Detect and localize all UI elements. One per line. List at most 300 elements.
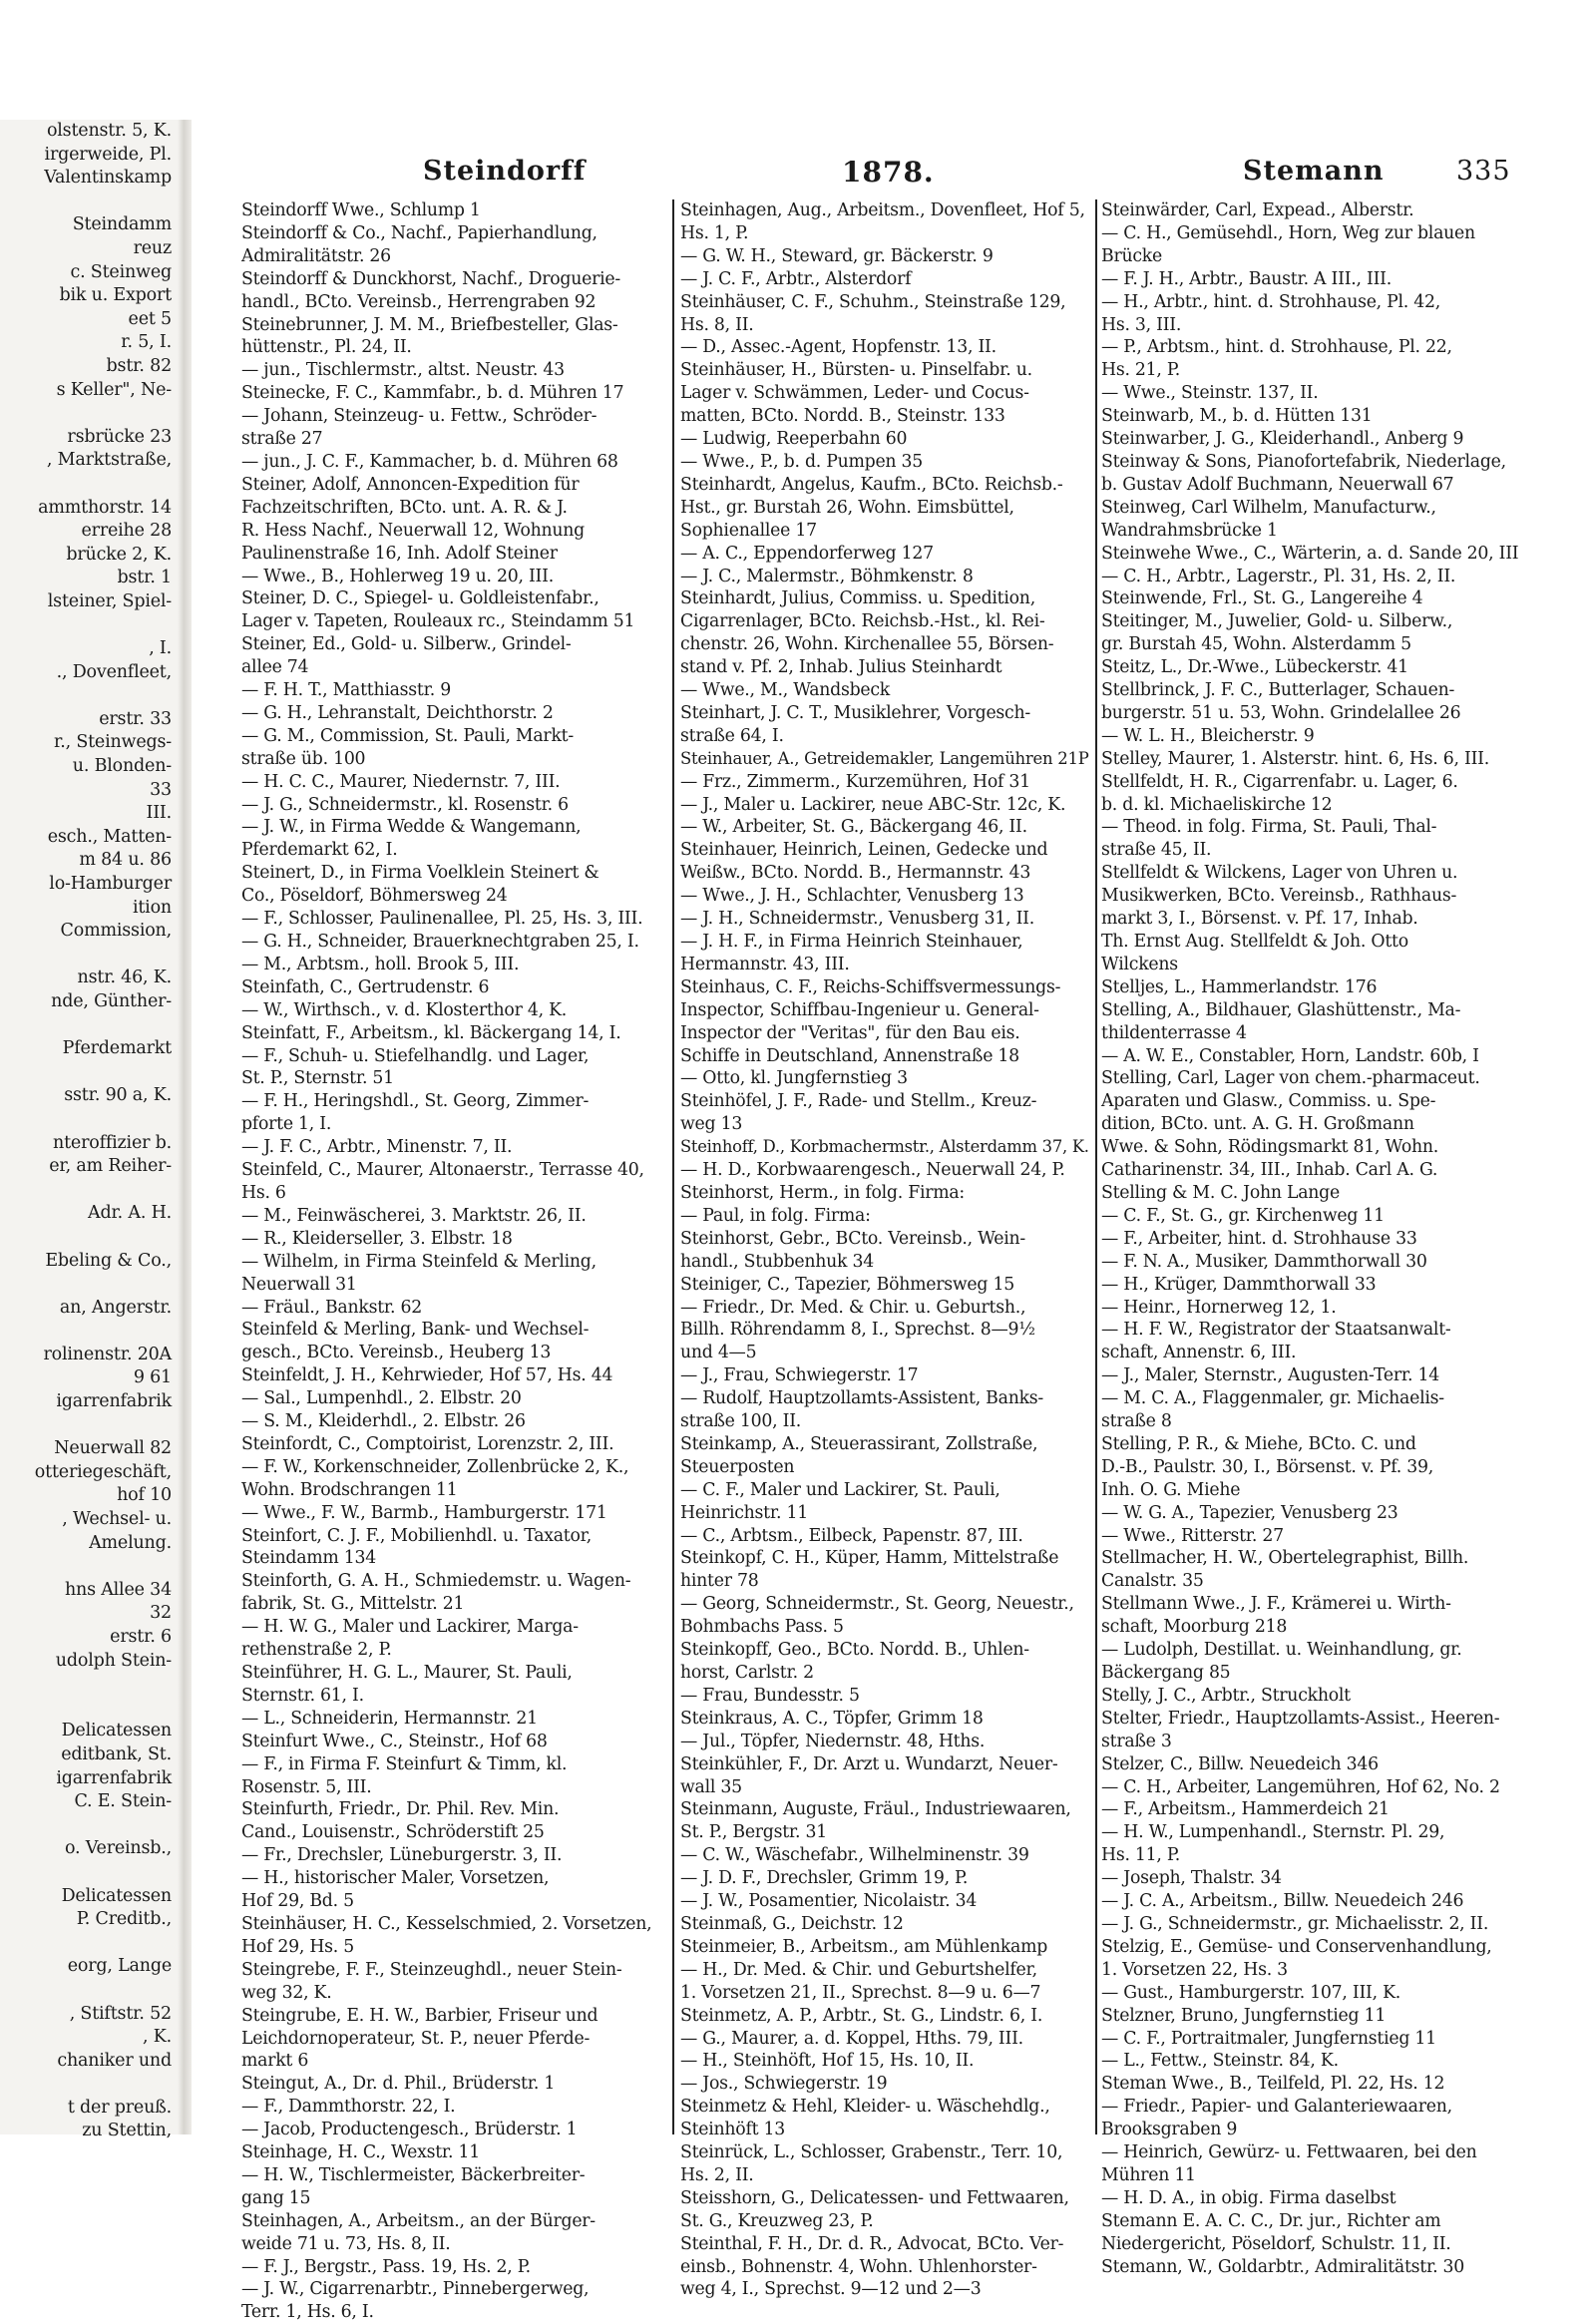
directory-entry-line: St. G., Kreuzweg 23, P. <box>680 2210 874 2231</box>
directory-entry-line: Steingrube, E. H. W., Barbier, Friseur und <box>241 2005 598 2026</box>
prev-page-line <box>0 944 178 968</box>
running-header <box>196 118 1572 195</box>
directory-entry-line: — F., Schuh- u. Stiefelhandlg. und Lager, <box>241 1045 590 1066</box>
directory-entry-line: — Heinr., Hornerweg 12, 1. <box>1101 1297 1337 1318</box>
directory-entry-line: Hs. 2, II. <box>680 2164 754 2185</box>
directory-entry-line: D.-B., Paulstr. 30, I., Börsenst. v. Pf. 39, <box>1101 1456 1433 1477</box>
prev-page-line: ., Dovenfleet, <box>56 661 172 682</box>
directory-entry-line: — H. F. W., Registrator der Staatsanwalt- <box>1101 1320 1451 1341</box>
prev-page-line <box>0 402 178 426</box>
column-1 <box>241 199 670 2323</box>
directory-entry-line: Co., Pöseldorf, Böhmersweg 24 <box>241 886 508 907</box>
directory-entry-line: — M., Arbtsm., holl. Brook 5, III. <box>241 954 520 974</box>
prev-page-line: C. E. Stein- <box>74 1791 172 1812</box>
directory-entry-line: Heinrichstr. 11 <box>680 1502 808 1523</box>
directory-entry-line: — F., Arbeitsm., Hammerdeich 21 <box>1101 1799 1390 1820</box>
directory-entry-line: — F. J. H., Arbtr., Baustr. A III., III. <box>1101 268 1392 289</box>
directory-entry-line: straße 8 <box>1101 1411 1172 1432</box>
directory-entry-line: b. d. kl. Michaeliskirche 12 <box>1101 794 1333 815</box>
directory-entry-line: — J. F. C., Arbtr., Minenstr. 7, II. <box>241 1137 513 1158</box>
directory-entry-line: Hof 29, Hs. 5 <box>241 1936 355 1957</box>
directory-entry-line: Catharinenstr. 34, III., Inhab. Carl A. G. <box>1101 1160 1438 1181</box>
prev-page-line <box>0 1414 178 1438</box>
directory-entry-line: Stelly, J. C., Arbtr., Struckholt <box>1101 1685 1351 1706</box>
directory-entry-line: — Frau, Bundesstr. 5 <box>680 1685 860 1706</box>
directory-entry-line: — Wwe., B., Hohlerweg 19 u. 20, III. <box>241 566 554 586</box>
directory-entry-line: Steiner, D. C., Spiegel- u. Goldleistenfabr., <box>241 588 599 609</box>
directory-entry-line: Steinhoff, D., Korbmachermstr., Alsterdamm 37, K. <box>680 1137 1089 1157</box>
directory-entry-line: fabrik, St. G., Mittelstr. 21 <box>241 1594 465 1615</box>
directory-entry-line: Steinthal, F. H., Dr. d. R., Advocat, BCto. Ver- <box>680 2233 1064 2254</box>
directory-entry-line: Paulinenstraße 16, Inh. Adolf Steiner <box>241 543 558 564</box>
directory-entry-line: Steinfatt, F., Arbeitsm., kl. Bäckergang 14, I. <box>241 1022 621 1043</box>
directory-entry-line: Steingut, A., Dr. d. Phil., Brüderstr. 1 <box>241 2074 556 2095</box>
prev-page-line: olstenstr. 5, K. <box>46 121 172 141</box>
directory-entry-line: chenstr. 26, Wohn. Kirchenallee 55, Börsen- <box>680 634 1054 655</box>
directory-entry-line: — C. F., Portraitmaler, Jungfernstieg 11 <box>1101 2028 1436 2049</box>
directory-entry-line: — H. D., Korbwaarengesch., Neuerwall 24, P. <box>680 1160 1065 1181</box>
directory-entry-line: Steisshorn, G., Delicatessen- und Fettwaaren, <box>680 2187 1069 2208</box>
directory-entry-line: Stelley, Maurer, 1. Alsterstr. hint. 6, Hs. 6, III. <box>1101 748 1489 769</box>
prev-page-line: bik u. Export <box>59 285 172 306</box>
directory-entry-line: thildenterrasse 4 <box>1101 1022 1247 1043</box>
prev-page-line: , Stiftstr. 52 <box>69 2003 172 2024</box>
directory-entry-line: Stelling & M. C. John Lange <box>1101 1182 1340 1203</box>
prev-page-line: reuz <box>133 237 172 258</box>
prev-page-line: Delicatessen <box>61 1885 172 1906</box>
directory-entry-line: Stelling, A., Bildhauer, Glashüttenstr., Ma- <box>1101 999 1461 1020</box>
directory-entry-line: Steinfeld, C., Maurer, Altonaerstr., Terrasse 40, <box>241 1160 644 1181</box>
directory-entry-line: Steinhagen, Aug., Arbeitsm., Dovenfleet, Hof 5, <box>680 200 1085 220</box>
directory-entry-line: Wwe. & Sohn, Rödingsmarkt 81, Wohn. <box>1101 1137 1439 1158</box>
directory-entry-line: Leichdornoperateur, St. P., neuer Pferde- <box>241 2028 591 2049</box>
directory-entry-line: — F. W., Korkenschneider, Zollenbrücke 2, K., <box>241 1456 629 1477</box>
prev-page-line: irgerweide, Pl. <box>44 144 172 165</box>
directory-entry-line: — G. W. H., Steward, gr. Bäckerstr. 9 <box>680 245 994 266</box>
directory-entry-line: weg 4, I., Sprechst. 9—12 und 2—3 <box>680 2279 982 2300</box>
directory-entry-line: St. P., Bergstr. 31 <box>680 1822 828 1843</box>
directory-entry-line: — F., Schlosser, Paulinenallee, Pl. 25, Hs. 3, III. <box>241 909 643 930</box>
directory-entry-line: Steinwärder, Carl, Expead., Alberstr. <box>1101 200 1414 220</box>
prev-page-line: udolph Stein- <box>55 1650 172 1671</box>
directory-entry-line: stand v. Pf. 2, Inhab. Julius Steinhardt <box>680 657 1002 678</box>
directory-entry-line: — Fr., Drechsler, Lüneburgerstr. 3, II. <box>241 1845 563 1866</box>
directory-entry-line: schaft, Annenstr. 6, III. <box>1101 1343 1297 1363</box>
prev-page-line: brücke 2, K. <box>66 544 172 565</box>
directory-entry-line: Fachzeitschriften, BCto. unt. A. R. & J. <box>241 497 568 518</box>
directory-entry-line: matten, BCto. Nordd. B., Steinstr. 133 <box>680 406 1005 427</box>
directory-entry-line: b. Gustav Adolf Buchmann, Neuerwall 67 <box>1101 474 1454 495</box>
prev-page-line: bstr. 82 <box>106 355 172 376</box>
directory-entry-line: — Theod. in folg. Firma, St. Pauli, Thal- <box>1101 817 1437 838</box>
prev-page-line: o. Vereinsb., <box>64 1838 172 1859</box>
directory-entry-line: Hof 29, Bd. 5 <box>241 1891 354 1912</box>
directory-entry-line: — G. M., Commission, St. Pauli, Markt- <box>241 725 574 746</box>
directory-entry-line: Pferdemarkt 62, I. <box>241 840 398 861</box>
prev-page-line: erstr. 33 <box>99 708 172 729</box>
directory-entry-line: Steinhagen, A., Arbeitsm., an der Bürger- <box>241 2210 596 2231</box>
directory-entry-line: Steinhöfel, J. F., Rade- und Stellm., Kreuz- <box>680 1091 1037 1112</box>
directory-entry-line: Steman Wwe., B., Teilfeld, Pl. 22, Hs. 12 <box>1101 2074 1445 2095</box>
directory-entry-line: 1. Vorsetzen 21, II., Sprechst. 8—9 u. 6—7 <box>680 1982 1041 2003</box>
directory-entry-line: — Georg, Schneidermstr., St. Georg, Neuestr., <box>680 1594 1074 1615</box>
directory-entry-line: Steinkühler, F., Dr. Arzt u. Wundarzt, Neuer- <box>680 1753 1058 1774</box>
directory-entry-line: — J. C. A., Arbeitsm., Billw. Neuedeich 246 <box>1101 1891 1464 1912</box>
directory-entry-line: — W., Wirthsch., v. d. Klosterthor 4, K. <box>241 999 567 1020</box>
directory-entry-line: Steinweg, Carl Wilhelm, Manufacturw., <box>1101 497 1436 518</box>
directory-entry-line: Steindorff & Co., Nachf., Papierhandlung, <box>241 222 598 243</box>
directory-entry-line: — H. D. A., in obig. Firma daselbst <box>1101 2187 1396 2208</box>
prev-page-line <box>0 1697 178 1721</box>
directory-entry-line: Steinhauer, A., Getreidemakler, Langemühren 21P <box>680 748 1089 768</box>
directory-entry-line: Steinforth, G. A. H., Schmiedemstr. u. Wagen- <box>241 1571 631 1592</box>
directory-entry-line: — J. C., Malermstr., Böhmkenstr. 8 <box>680 566 974 586</box>
directory-entry-line: — W. L. H., Bleicherstr. 9 <box>1101 725 1315 746</box>
directory-entry-line: — Ludolph, Destillat. u. Weinhandlung, gr. <box>1101 1640 1462 1661</box>
directory-entry-line: Hs. 11, P. <box>1101 1845 1181 1866</box>
prev-page-line: hns Allee 34 <box>64 1579 172 1600</box>
directory-entry-line: — J., Frau, Schwiegerstr. 17 <box>680 1365 919 1386</box>
directory-entry-line: Steinwehe Wwe., C., Wärterin, a. d. Sande 20, III <box>1101 543 1519 564</box>
directory-entry-line: Steiner, Adolf, Annoncen-Expedition für <box>241 474 580 495</box>
prev-page-line: rsbrücke 23 <box>67 426 172 447</box>
directory-entry-line: — M. C. A., Flaggenmaler, gr. Michaelis- <box>1101 1388 1444 1409</box>
prev-page-line: , Marktstraße, <box>46 450 172 471</box>
prev-page-line <box>0 1555 178 1579</box>
directory-entry-line: — Heinrich, Gewürz- u. Fettwaaren, bei den <box>1101 2142 1477 2163</box>
directory-entry-line: Steinhage, H. C., Wexstr. 11 <box>241 2142 480 2163</box>
directory-entry-line: — J., Maler, Sternstr., Augusten-Terr. 14 <box>1101 1365 1439 1386</box>
directory-entry-line: allee 74 <box>241 657 309 678</box>
directory-entry-line: Steinebrunner, J. M. M., Briefbesteller, Glas- <box>241 314 618 335</box>
directory-entry-line: Steinfeldt, J. H., Kehrwieder, Hof 57, Hs. 44 <box>241 1365 613 1386</box>
prev-page-line: P. Creditb., <box>76 1909 172 1930</box>
prev-page-line: an, Angerstr. <box>59 1297 172 1318</box>
directory-entry-line: Hs. 1, P. <box>680 222 749 243</box>
directory-entry-line: — L., Fettw., Steinstr. 84, K. <box>1101 2051 1339 2072</box>
prev-page-line: r. 5, I. <box>121 332 172 353</box>
directory-entry-line: straße 3 <box>1101 1731 1172 1751</box>
directory-entry-line: — F., in Firma F. Steinfurt & Timm, kl. <box>241 1753 568 1774</box>
prev-page-line <box>0 1179 178 1203</box>
directory-entry-line: Inspector der "Veritas", für den Bau eis. <box>680 1022 1020 1043</box>
directory-entry-line: Steinhäuser, H., Bürsten- u. Pinselfabr. u. <box>680 360 1032 381</box>
directory-entry-line: — C. H., Gemüsehdl., Horn, Weg zur blauen <box>1101 222 1475 243</box>
directory-entry-line: Stelzig, E., Gemüse- und Conservenhandlung, <box>1101 1936 1492 1957</box>
prev-page-line: erstr. 6 <box>110 1627 172 1647</box>
prev-page-line: rolinenstr. 20A <box>43 1344 172 1364</box>
directory-entry-line: — Wwe., M., Wandsbeck <box>680 680 891 701</box>
directory-entry-line: Aparaten und Glasw., Commiss. u. Spe- <box>1101 1091 1436 1112</box>
directory-entry-line: Bohmbachs Pass. 5 <box>680 1617 844 1638</box>
directory-entry-line: — S. M., Kleiderhdl., 2. Elbstr. 26 <box>241 1411 526 1432</box>
prev-page-line <box>0 1979 178 2003</box>
prev-page-line: Adr. A. H. <box>88 1203 172 1224</box>
directory-entry-line: Steinfort, C. J. F., Mobilienhdl. u. Taxator, <box>241 1525 593 1546</box>
directory-entry-line: — F. N. A., Musiker, Dammthorwall 30 <box>1101 1251 1427 1272</box>
directory-entry-line: — J., Maler u. Lackirer, neue ABC-Str. 12c, K. <box>680 794 1066 815</box>
prev-page-line: t der preuß. <box>67 2097 172 2118</box>
directory-entry-line: Steinhardt, Julius, Commiss. u. Spedition, <box>680 588 1035 609</box>
prev-page-line: nstr. 46, K. <box>77 968 172 988</box>
prev-page-line: er, am Reiher- <box>49 1156 172 1177</box>
prev-page-line: s Keller", Ne- <box>56 379 172 400</box>
directory-entry-line: — F. H., Heringshdl., St. Georg, Zimmer- <box>241 1091 590 1112</box>
directory-entry-line: Steindorff & Dunckhorst, Nachf., Droguerie- <box>241 268 620 289</box>
directory-entry-line: pforte 1, I. <box>241 1114 332 1135</box>
prev-page-line: otteriegeschäft, <box>34 1461 172 1482</box>
directory-entry-line: — Friedr., Dr. Med. & Chir. u. Geburtsh., <box>680 1297 1026 1318</box>
directory-entry-line: Steinkopff, Geo., BCto. Nordd. B., Uhlen- <box>680 1640 1029 1661</box>
directory-entry-line: Brooksgraben 9 <box>1101 2120 1238 2140</box>
directory-entry-line: — jun., Tischlermstr., altst. Neustr. 43 <box>241 360 565 381</box>
directory-entry-line: Hst., gr. Burstah 26, Wohn. Eimsbüttel, <box>680 497 1014 518</box>
prev-page-line: igarrenfabrik <box>56 1391 172 1412</box>
directory-entry-line: — Wwe., Ritterstr. 27 <box>1101 1525 1284 1546</box>
directory-entry-line: Wilckens <box>1101 954 1178 974</box>
directory-entry-line: — H., Krüger, Dammthorwall 33 <box>1101 1274 1377 1295</box>
directory-entry-line: — Wwe., Steinstr. 137, II. <box>1101 383 1319 404</box>
directory-entry-line: Admiralitätstr. 26 <box>241 245 391 266</box>
directory-entry-line: Steinhart, J. C. T., Musiklehrer, Vorgesch- <box>680 702 1030 723</box>
directory-entry-line: Steinmaß, G., Deichstr. 12 <box>680 1913 904 1934</box>
directory-entry-line: straße 45, II. <box>1101 840 1212 861</box>
directory-entry-line: Steindorff Wwe., Schlump 1 <box>241 200 481 220</box>
prev-page-line: editbank, St. <box>61 1743 172 1764</box>
directory-entry-line: rethenstraße 2, P. <box>241 1640 392 1661</box>
prev-page-line <box>0 613 178 637</box>
directory-entry-line: — C. W., Wäschefabr., Wilhelminenstr. 39 <box>680 1845 1029 1866</box>
directory-entry-line: — Fräul., Bankstr. 62 <box>241 1297 422 1318</box>
directory-entry-line: Hermannstr. 43, III. <box>680 954 850 974</box>
directory-entry-line: — F., Dammthorstr. 22, I. <box>241 2097 456 2118</box>
directory-entry-line: gang 15 <box>241 2187 311 2208</box>
directory-entry-line: — G., Maurer, a. d. Koppel, Hths. 79, III. <box>680 2028 1023 2049</box>
prev-page-line: c. Steinweg <box>70 261 172 282</box>
directory-entry-line: Steinfurt Wwe., C., Steinstr., Hof 68 <box>241 1731 548 1751</box>
prev-page-line: 9 61 <box>133 1367 172 1388</box>
directory-entry-line: Inh. O. G. Miehe <box>1101 1479 1241 1500</box>
directory-entry-line: Stelzner, Bruno, Jungfernstieg 11 <box>1101 2005 1387 2026</box>
directory-entry-line: — J. W., Posamentier, Nicolaistr. 34 <box>680 1891 978 1912</box>
prev-page-line <box>0 1814 178 1838</box>
prev-page-line: u. Blonden- <box>72 756 172 777</box>
directory-entry-line: Th. Ernst Aug. Stellfeldt & Joh. Otto <box>1101 932 1408 952</box>
directory-entry-line: R. Hess Nachf., Neuerwall 12, Wohnung <box>241 520 585 541</box>
directory-entry-line: Hs. 3, III. <box>1101 314 1182 335</box>
prev-page-line <box>0 1108 178 1132</box>
prev-page-line: Pferdemarkt <box>62 1038 172 1059</box>
directory-entry-line: — C. H., Arbtr., Lagerstr., Pl. 31, Hs. 2, II. <box>1101 566 1456 586</box>
directory-entry-line: Steinhorst, Herm., in folg. Firma: <box>680 1182 966 1203</box>
directory-entry-line: Wandrahmsbrücke 1 <box>1101 520 1278 541</box>
prev-page-line <box>0 1320 178 1344</box>
directory-entry-line: handl., BCto. Vereinsb., Herrengraben 92 <box>241 291 597 312</box>
prev-page-line: Neuerwall 82 <box>54 1438 172 1459</box>
prev-page-line: Delicatessen <box>61 1721 172 1742</box>
directory-entry-line: — Paul, in folg. Firma: <box>680 1205 871 1226</box>
directory-entry-line: burgerstr. 51 u. 53, Wohn. Grindelallee 26 <box>1101 702 1461 723</box>
directory-entry-line: Steiner, Ed., Gold- u. Silberw., Grindel- <box>241 634 572 655</box>
prev-page-line: bstr. 1 <box>117 568 172 588</box>
directory-entry-line: hüttenstr., Pl. 24, II. <box>241 337 412 358</box>
header-right-catchword: Stemann <box>1243 156 1385 187</box>
directory-entry-line: — J. W., in Firma Wedde & Wangemann, <box>241 817 582 838</box>
directory-entry-line: Hs. 6 <box>241 1182 286 1203</box>
directory-entry-line: Steinhardt, Angelus, Kaufm., BCto. Reichsb.- <box>680 474 1063 495</box>
directory-entry-line: straße 27 <box>241 429 323 450</box>
prev-page-line: , K. <box>143 2027 172 2048</box>
directory-entry-line: schaft, Moorburg 218 <box>1101 1617 1288 1638</box>
directory-entry-line: straße üb. 100 <box>241 748 366 769</box>
directory-entry-line: Steiniger, C., Tapezier, Böhmersweg 15 <box>680 1274 1014 1295</box>
directory-entry-line: Steinmetz & Hehl, Kleider- u. Wäschehdlg., <box>680 2097 1050 2118</box>
directory-entry-line: Steuerposten <box>680 1456 795 1477</box>
prev-page-line: III. <box>146 803 172 824</box>
prev-page-line <box>0 684 178 708</box>
prev-page-line: sstr. 90 a, K. <box>64 1085 172 1106</box>
directory-entry-line: — J. C. F., Arbtr., Alsterdorf <box>680 268 912 289</box>
directory-entry-line: wall 35 <box>680 1776 742 1797</box>
directory-entry-line: Stellmann Wwe., J. F., Krämerei u. Wirth- <box>1101 1594 1451 1615</box>
prev-page-line: Steindamm <box>72 214 172 235</box>
directory-entry-line: Steitz, L., Dr.-Wwe., Lübeckerstr. 41 <box>1101 657 1408 678</box>
directory-entry-line: Steinhäuser, C. F., Schuhm., Steinstraße 129, <box>680 291 1066 312</box>
directory-entry-line: Cand., Louisenstr., Schröderstift 25 <box>241 1822 545 1843</box>
prev-page-line: igarrenfabrik <box>56 1767 172 1788</box>
directory-entry-line: Terr. 1, Hs. 6, I. <box>241 2302 374 2323</box>
directory-entry-line: — G. H., Lehranstalt, Deichthorstr. 2 <box>241 702 554 723</box>
directory-entry-line: Hs. 21, P. <box>1101 360 1181 381</box>
prev-page-line: r., Steinwegs- <box>53 732 172 753</box>
directory-entry-line: Stelling, P. R., & Miehe, BCto. C. und <box>1101 1433 1416 1454</box>
directory-entry-line: Musikwerken, BCto. Vereinsb., Rathhaus- <box>1101 886 1457 907</box>
directory-entry-line: — Jul., Töpfer, Niedernstr. 48, Hths. <box>680 1731 986 1751</box>
directory-entry-line: — Gust., Hamburgerstr. 107, III, K. <box>1101 1982 1401 2003</box>
directory-entry-line: — J. G., Schneidermstr., gr. Michaelisstr. 2, II. <box>1101 1913 1489 1934</box>
directory-entry-line: Steinmetz, A. P., Arbtr., St. G., Lindstr. 6, I. <box>680 2005 1043 2026</box>
directory-entry-line: Steinert, D., in Firma Voelklein Steinert & <box>241 863 599 884</box>
prev-page-line: Amelung. <box>89 1532 172 1553</box>
directory-entry-line: weg 32, K. <box>241 1982 332 2003</box>
directory-entry-line: St. P., Sternstr. 51 <box>241 1068 394 1089</box>
column-3 <box>1101 199 1540 2277</box>
directory-entry-line: — F., Arbeiter, hint. d. Strohhause 33 <box>1101 1228 1417 1249</box>
directory-entry-line: dition, BCto. unt. A. G. H. Großmann <box>1101 1114 1414 1135</box>
directory-entry-line: — J. H. F., in Firma Heinrich Steinhauer, <box>680 932 1023 952</box>
directory-entry-line: Steinmeier, B., Arbeitsm., am Mühlenkamp <box>680 1936 1048 1957</box>
directory-entry-line: — H. W. G., Maler und Lackirer, Marga- <box>241 1617 579 1638</box>
directory-entry-line: — C. H., Arbeiter, Langemühren, Hof 62, No. 2 <box>1101 1776 1500 1797</box>
directory-page <box>196 118 1572 2323</box>
directory-entry-line: Steinmann, Auguste, Fräul., Industriewaaren, <box>680 1799 1071 1820</box>
directory-entry-line: — A. C., Eppendorferweg 127 <box>680 543 934 564</box>
directory-entry-line: Sternstr. 61, I. <box>241 1685 364 1706</box>
directory-entry-line: — L., Schneiderin, Hermannstr. 21 <box>241 1708 538 1729</box>
directory-entry-line: gesch., BCto. Vereinsb., Heuberg 13 <box>241 1343 552 1363</box>
directory-entry-line: — Wilhelm, in Firma Steinfeld & Merling, <box>241 1251 597 1272</box>
directory-entry-line: Rosenstr. 5, III. <box>241 1776 372 1797</box>
prev-page-line <box>0 1273 178 1297</box>
directory-entry-line: Steinwarb, M., b. d. Hütten 131 <box>1101 406 1373 427</box>
column-rule-1 <box>672 199 674 2134</box>
directory-entry-line: — Ludwig, Reeperbahn 60 <box>680 429 908 450</box>
directory-entry-line: markt 6 <box>241 2051 309 2072</box>
directory-entry-line: — Wwe., F. W., Barmb., Hamburgerstr. 171 <box>241 1502 607 1523</box>
prev-page-line: chaniker und <box>57 2050 172 2071</box>
directory-entry-line: straße 100, II. <box>680 1411 802 1432</box>
directory-entry-line: Bäckergang 85 <box>1101 1663 1231 1683</box>
directory-entry-line: Steinhauer, Heinrich, Leinen, Gedecke und <box>680 840 1048 861</box>
directory-entry-line: — Rudolf, Hauptzollamts-Assistent, Banks- <box>680 1388 1043 1409</box>
directory-entry-line: Mühren 11 <box>1101 2164 1196 2185</box>
directory-entry-line: Stelzer, C., Billw. Neuedeich 346 <box>1101 1753 1379 1774</box>
directory-entry-line: — Johann, Steinzeug- u. Fettw., Schröder- <box>241 406 598 427</box>
directory-entry-line: Stelling, Carl, Lager von chem.-pharmaceut. <box>1101 1068 1480 1089</box>
directory-entry-line: — Sal., Lumpenhdl., 2. Elbstr. 20 <box>241 1388 522 1409</box>
directory-entry-line: Brücke <box>1101 245 1162 266</box>
directory-entry-line: — J. H., Schneidermstr., Venusberg 31, II. <box>680 909 1034 930</box>
prev-page-line: hof 10 <box>117 1485 172 1506</box>
prev-page-line <box>0 1226 178 1250</box>
directory-entry-line: — Wwe., J. H., Schlachter, Venusberg 13 <box>680 886 1024 907</box>
directory-entry-line: — J. W., Cigarrenarbtr., Pinnebergerweg, <box>241 2279 590 2300</box>
prev-page-line <box>0 2073 178 2097</box>
directory-entry-line: horst, Carlstr. 2 <box>680 1663 814 1683</box>
directory-entry-line: Steinfath, C., Gertrudenstr. 6 <box>241 976 490 997</box>
directory-entry-line: — J. D. F., Drechsler, Grimm 19, P. <box>680 1868 969 1889</box>
directory-entry-line: — H. W., Lumpenhandl., Sternstr. Pl. 29, <box>1101 1822 1445 1843</box>
directory-entry-line: — C., Arbtsm., Eilbeck, Papenstr. 87, III. <box>680 1525 1023 1546</box>
directory-entry-line: Hs. 8, II. <box>680 314 754 335</box>
directory-entry-line: — F. J., Bergstr., Pass. 19, Hs. 2, P. <box>241 2256 531 2277</box>
directory-entry-line: Lager v. Tapeten, Rouleaux rc., Steindamm 51 <box>241 611 635 632</box>
directory-entry-line: — P., Arbtsm., hint. d. Strohhause, Pl. 22, <box>1101 337 1452 358</box>
directory-entry-line: Steindamm 134 <box>241 1548 377 1569</box>
directory-entry-line: Steinhorst, Gebr., BCto. Vereinsb., Wein- <box>680 1228 1025 1249</box>
directory-entry-line: weg 13 <box>680 1114 743 1135</box>
directory-entry-line: Canalstr. 35 <box>1101 1571 1204 1592</box>
directory-entry-line: Neuerwall 31 <box>241 1274 357 1295</box>
directory-entry-line: Steingrebe, F. F., Steinzeughdl., neuer Stein- <box>241 1959 622 1980</box>
prev-page-line: , Wechsel- u. <box>62 1509 172 1530</box>
directory-entry-line: — G. H., Schneider, Brauerknechtgraben 25, I. <box>241 932 639 952</box>
prev-page-line: lsteiner, Spiel- <box>47 590 172 611</box>
directory-entry-line: Schiffe in Deutschland, Annenstraße 18 <box>680 1045 1019 1066</box>
directory-entry-line: Sophienallee 17 <box>680 520 817 541</box>
directory-entry-line: — H., historischer Maler, Vorsetzen, <box>241 1868 550 1889</box>
directory-entry-line: Stelljes, L., Hammerlandstr. 176 <box>1101 976 1378 997</box>
column-2 <box>680 199 1093 2300</box>
directory-entry-line: — Friedr., Papier- und Galanteriewaaren, <box>1101 2097 1452 2118</box>
prev-page-line <box>0 1673 178 1697</box>
directory-entry-line: Stemann, W., Goldarbtr., Admiralitätstr. 30 <box>1101 2256 1465 2277</box>
directory-entry-line: Lager v. Schwämmen, Leder- und Cocus- <box>680 383 1029 404</box>
directory-entry-line: Steinkraus, A. C., Töpfer, Grimm 18 <box>680 1708 984 1729</box>
directory-entry-line: — H. W., Tischlermeister, Bäckerbreiter- <box>241 2164 586 2185</box>
directory-entry-line: — Jacob, Productengesch., Brüderstr. 1 <box>241 2120 578 2140</box>
column-rule-2 <box>1095 199 1097 2134</box>
directory-entry-line: Stellbrinck, J. F. C., Butterlager, Schauen- <box>1101 680 1455 701</box>
directory-entry-line: — Wwe., P., b. d. Pumpen 35 <box>680 451 924 472</box>
directory-entry-line: — Joseph, Thalstr. 34 <box>1101 1868 1282 1889</box>
prev-page-line: m 84 u. 86 <box>79 850 172 871</box>
prev-page-line: eorg, Lange <box>67 1956 172 1977</box>
directory-entry-line: 1. Vorsetzen 22, Hs. 3 <box>1101 1959 1288 1980</box>
directory-entry-line: — Frz., Zimmerm., Kurzemühren, Hof 31 <box>680 771 1030 792</box>
directory-entry-line: Steinkopf, C. H., Küper, Hamm, Mittelstraße <box>680 1548 1059 1569</box>
page-number: 335 <box>1456 156 1511 187</box>
